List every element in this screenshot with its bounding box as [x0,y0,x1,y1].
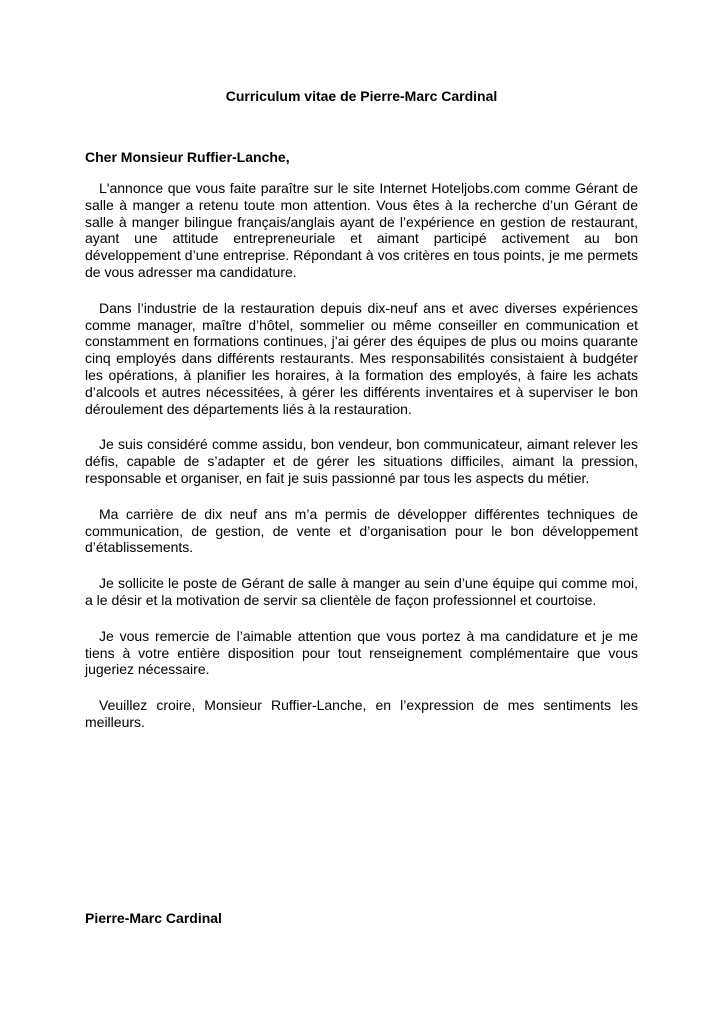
salutation: Cher Monsieur Ruffier-Lanche, [85,149,290,165]
document-title: Curriculum vitae de Pierre-Marc Cardinal [225,88,498,104]
paragraph-closing: Veuillez croire, Monsieur Ruffier-Lanche, en l’expression de mes sentiments les meilleurs. [85,697,638,730]
signature: Pierre-Marc Cardinal [85,910,222,926]
letter-body [85,180,638,750]
paragraph-career: Ma carrière de dix neuf ans m’a permis de développer différentes techniques de communication, de gestion, de vente et d’organisation pour le bon développement d’établissements. [85,505,638,556]
paragraph-qualities: Je suis considéré comme assidu, bon vendeur, bon communicateur, aimant relever les défis, capable de s’adapter et de gérer les situations difficiles, aimant la pression, responsable et organiser, en fait je suis passionné par tous les aspects du métier. [85,436,638,486]
paragraph-announcement: L'annonce que vous faite paraître sur le site Internet Hoteljobs.com comme Gérant de salle à manger a retenu toute mon attention. Vous êtes à la recherche d’un Gérant de salle à manger bilingue français/anglais ayant de l’expérience en gestion de restaurant, ayant une attitude entrepreneuriale et aimant participé activement au bon développement d’une entreprise. Répondant à vos critères en tous points, je me permets de vous adresser ma candidature. [85,180,638,280]
paragraph-experience: Dans l’industrie de la restauration depuis dix-neuf ans et avec diverses expériences comme manager, maître d’hôtel, sommelier ou même conseiller en communication et constamment en formations continues, j’ai gérer des équipes de plus ou moins quarante cinq employés dans différents restaurants. Mes responsabilités consistaient à budgéter les opérations, à planifier les horaires, à la formation des employés, à faire les achats d’alcools et autres nécessitées, à gérer les différents inventaires et à superviser le bon déroulement des départements liés à la restauration. [85,299,638,417]
paragraph-thanks: Je vous remercie de l’aimable attention que vous portez à ma candidature et je me tiens à votre entière disposition pour tout renseignement complémentaire que vous jugeriez nécessaire. [85,627,638,678]
paragraph-application: Je sollicite le poste de Gérant de salle à manger au sein d’une équipe qui comme moi, a le désir et la motivation de servir sa clientèle de façon professionnel et courtoise. [85,575,638,608]
